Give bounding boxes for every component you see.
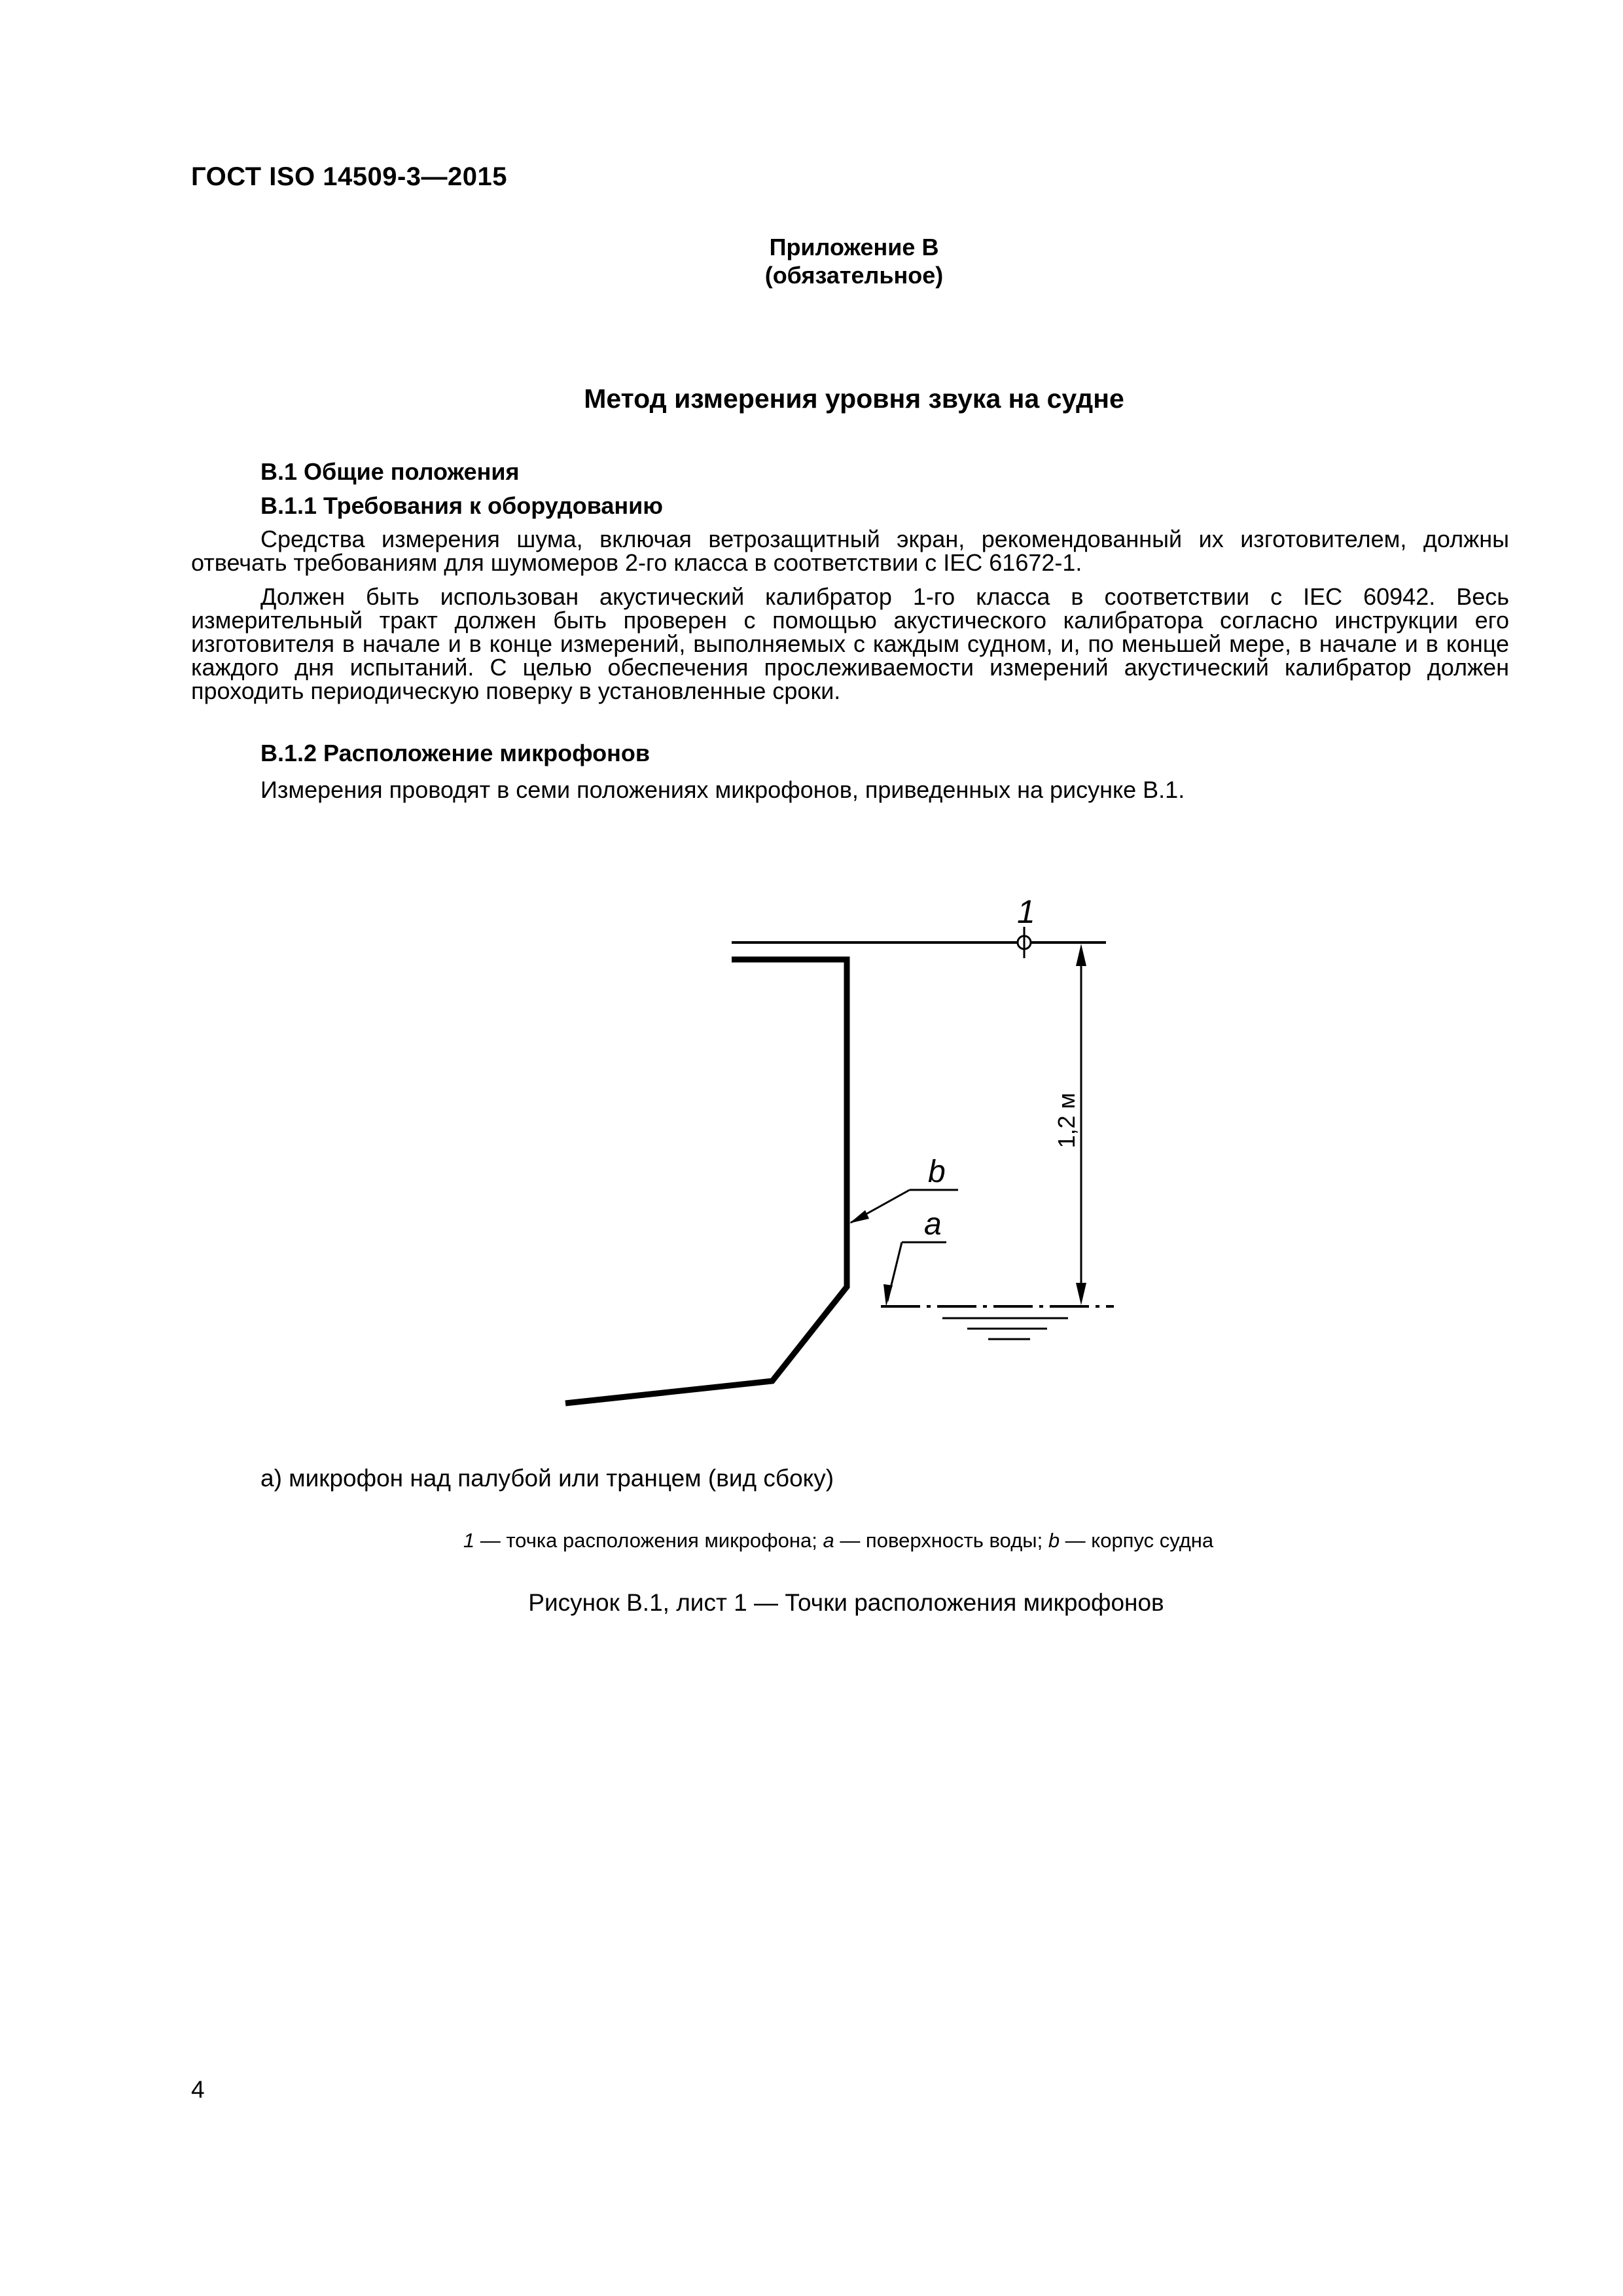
label-b: b [928,1155,946,1189]
water-surface-symbol [881,1306,1114,1339]
label-a: a [924,1207,942,1242]
section-heading-b11: В.1.1 Требования к оборудованию [260,492,664,519]
hull-contour [565,960,847,1403]
figure-legend [0,1529,1623,1552]
document-header: ГОСТ ISO 14509-3—2015 [191,162,507,191]
page-title: Метод измерения уровня звука на судне [584,384,1124,414]
paragraph-text: Должен быть использован акустический калибратор 1-го класса в соответствии с IEC 60942. Весь измерительный тракт должен быть проверен с помощью акустического калибратора согласно инструкции его изготовителя в начале и в конце измерений, выполняемых с каждым судном, и, по меньшей мере, в начале и в конце каждого дня испытаний. С целью обеспечения прослеживаемости измерений акустический калибратор должен проходить периодическую поверку в установленные сроки. [191,583,1509,704]
microphone-point-icon [1018,927,1031,958]
page-number: 4 [191,2076,205,2103]
legend-key-1: 1 [463,1529,475,1552]
arrow-b-icon [849,1210,869,1223]
legend-key-a: а [823,1529,834,1552]
legend-text-b: — корпус судна [1060,1529,1214,1552]
section-heading-b12: В.1.2 Расположение микрофонов [260,740,650,766]
annex-label: Приложение В [769,234,939,260]
figure-title: Рисунок В.1, лист 1 — Точки расположения микрофонов [528,1589,1164,1616]
label-1: 1 [1017,893,1035,930]
paragraph-b12-1: Измерения проводят в семи положениях микрофонов, приведенных на рисунке В.1. [260,776,1185,803]
arrow-up-icon [1076,944,1086,966]
legend-key-b: b [1048,1529,1060,1552]
arrow-a-icon [883,1284,893,1306]
annex-status: (обязательное) [764,262,944,289]
legend-text-a: — поверхность воды; [834,1529,1048,1552]
figure-subcaption: а) микрофон над палубой или транцем (вид сбоку) [260,1465,834,1492]
paragraph-text: Средства измерения шума, включая ветрозащитный экран, рекомендованный их изготовителем, должны отвечать требованиям для шумомеров 2-го класса в соответствии с IEC 61672-1. [191,526,1509,576]
legend-text-1: — точка расположения микрофона; [474,1529,823,1552]
section-heading-b1: В.1 Общие положения [260,458,520,485]
arrow-down-icon [1076,1283,1086,1305]
dimension-label: 1,2 м [1053,1092,1080,1149]
